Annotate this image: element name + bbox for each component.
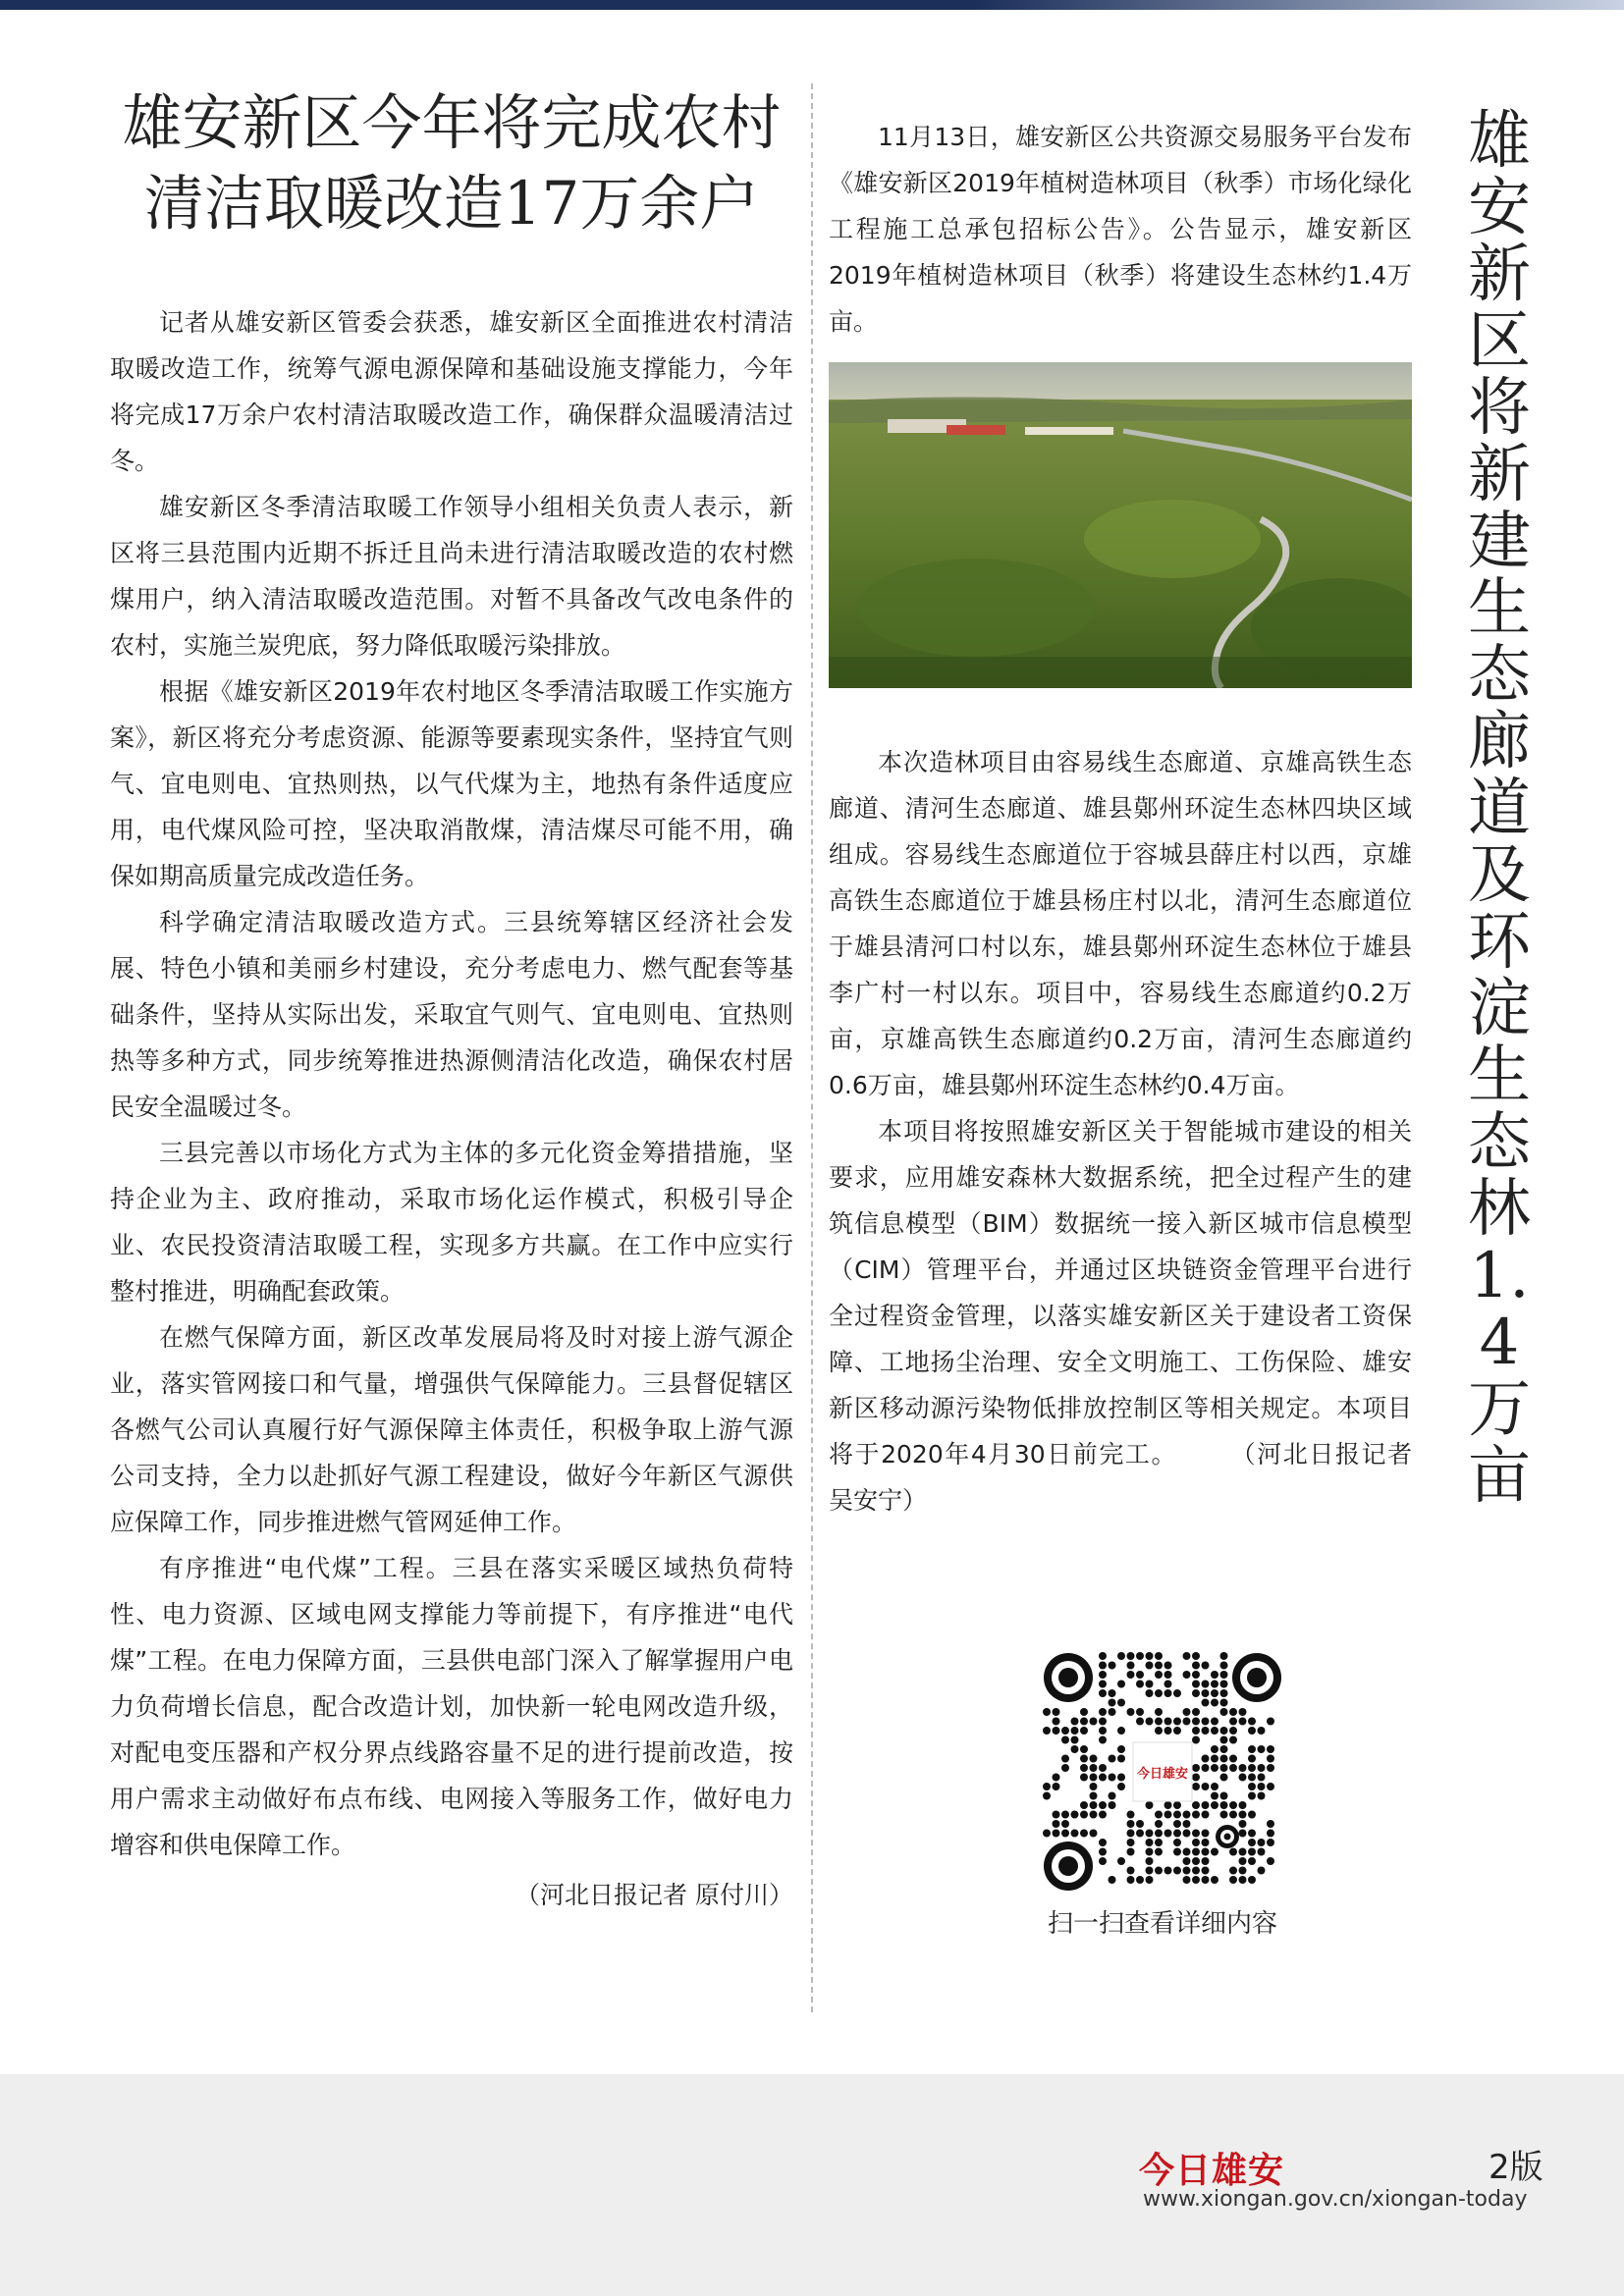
vertical-title-glyph: 将 bbox=[1468, 372, 1531, 445]
vertical-title-glyph: 生 bbox=[1468, 572, 1531, 645]
article-paragraph: 科学确定清洁取暖改造方式。三县统筹辖区经济社会发展、特色小镇和美丽乡村建设，充分考虑电力、燃气配套等基础条件，坚持从实际出发，采取宜气则气、宜电则电、宜热则热等多种方式，同步统筹推进热源侧清洁化改造，确保农村居民安全温暖过冬。 bbox=[110, 908, 793, 1121]
qr-block bbox=[1035, 1650, 1290, 1941]
vertical-title-glyph: 新 bbox=[1468, 239, 1531, 311]
headline-line-2: 清洁取暖改造17万余户 bbox=[143, 169, 760, 239]
vertical-title-glyph: 新 bbox=[1468, 439, 1531, 511]
vertical-title-glyph: 态 bbox=[1468, 639, 1531, 712]
article-paragraph: 有序推进“电代煤”工程。三县在落实采暖区域热负荷特性、电力资源、区域电网支撑能力等前提下，有序推进“电代煤”工程。在电力保障方面，三县供电部门深入了解掌握用户电力负荷增长信息，配合改造计划，加快新一轮电网改造升级，对配电变压器和产权分界点线路容量不足的进行提前改造，按用户需求主动做好布点布线、电网接入等服务工作，做好电力增容和供电保障工作。 bbox=[110, 1554, 793, 1859]
vertical-title-glyph: 雄 bbox=[1468, 105, 1531, 178]
vertical-title-glyph: 环 bbox=[1468, 906, 1531, 979]
article-paragraph: 11月13日，雄安新区公共资源交易服务平台发布《雄安新区2019年植树造林项目（秋季）市场化绿化工程施工总承包招标公告》。公告显示，雄安新区2019年植树造林项目（秋季）将建设生态林约1.4万亩。 bbox=[829, 123, 1412, 336]
footer bbox=[0, 2074, 1624, 2296]
page-number: 2版 bbox=[1489, 2148, 1543, 2187]
vertical-title-glyph: 态 bbox=[1468, 1106, 1531, 1179]
vertical-title-glyph: 1.4 bbox=[1469, 1240, 1530, 1379]
column-divider bbox=[811, 83, 813, 2012]
vertical-title-glyph: 廊 bbox=[1468, 706, 1531, 778]
vertical-title-glyph: 安 bbox=[1468, 172, 1531, 244]
vertical-title-glyph: 道 bbox=[1468, 773, 1531, 845]
vertical-title-glyph: 淀 bbox=[1468, 973, 1531, 1045]
vertical-title-glyph: 亩 bbox=[1468, 1440, 1531, 1513]
qr-code[interactable] bbox=[1041, 1650, 1284, 1894]
vertical-title-glyph: 区 bbox=[1468, 305, 1531, 378]
right-article bbox=[829, 114, 1412, 1523]
qr-caption: 扫一扫查看详细内容 bbox=[1047, 1909, 1277, 1939]
left-column bbox=[110, 83, 793, 1918]
vertical-title-glyph: 林 bbox=[1468, 1173, 1531, 1246]
article-paragraph: 本次造林项目由容易线生态廊道、京雄高铁生态廊道、清河生态廊道、雄县鄚州环淀生态林四块区域组成。容易线生态廊道位于容城县薛庄村以西，京雄高铁生态廊道位于雄县杨庄村以北，清河生态廊道位于雄县清河口村以东，雄县鄚州环淀生态林位于雄县李广村一村以东。项目中，容易线生态廊道约0.2万亩，京雄高铁生态廊道约0.2万亩，清河生态廊道约0.6万亩，雄县鄚州环淀生态林约0.4万亩。 bbox=[829, 748, 1412, 1099]
qr-center-logo: 今日雄安 bbox=[1136, 1767, 1189, 1782]
brand-logo: 今日雄安 bbox=[1139, 2150, 1285, 2191]
article-paragraph: 根据《雄安新区2019年农村地区冬季清洁取暖工作实施方案》，新区将充分考虑资源、能源等要素现实条件，坚持宜气则气、宜电则电、宜热则热，以气代煤为主，地热有条件适度应用，电代煤风险可控，坚决取消散煤，清洁煤尽可能不用，确保如期高质量完成改造任务。 bbox=[110, 677, 793, 890]
article-paragraph: 本项目将按照雄安新区关于智能城市建设的相关要求，应用雄安森林大数据系统，把全过程产生的建筑信息模型（BIM）数据统一接入新区城市信息模型（CIM）管理平台，并通过区块链资金管理平台进行全过程资金管理，以落实雄安新区关于建设者工资保障、工地扬尘治理、安全文明施工、工伤保险、雄安新区移动源污染物低排放控制区等相关规定。本项目将于2020年4月30日前完工。 （河北日报记者 吴安宁） bbox=[829, 1117, 1412, 1515]
vertical-title-glyph: 万 bbox=[1468, 1373, 1531, 1446]
top-bar bbox=[0, 0, 1624, 10]
headline bbox=[110, 83, 793, 244]
vertical-title-glyph: 建 bbox=[1468, 506, 1531, 578]
article-paragraph: 记者从雄安新区管委会获悉，雄安新区全面推进农村清洁取暖改造工作，统筹气源电源保障和基础设施支撑能力，今年将完成17万余户农村清洁取暖改造工作，确保群众温暖清洁过冬。 bbox=[110, 308, 793, 475]
article-paragraph: 雄安新区冬季清洁取暖工作领导小组相关负责人表示，新区将三县范围内近期不拆迁且尚未进行清洁取暖改造的农村燃煤用户，纳入清洁取暖改造范围。对暂不具备改气改电条件的农村，实施兰炭兜底，努力降低取暖污染排放。 bbox=[110, 493, 793, 660]
forest-aerial-photo bbox=[829, 362, 1412, 688]
headline-line-1: 雄安新区今年将完成农村 bbox=[122, 88, 782, 158]
footer-url[interactable]: www.xiongan.gov.cn/xiongan-today bbox=[1143, 2187, 1528, 2212]
article-paragraph: 在燃气保障方面，新区改革发展局将及时对接上游气源企业，落实管网接口和气量，增强供气保障能力。三县督促辖区各燃气公司认真履行好气源保障主体责任，积极争取上游气源公司支持，全力以赴抓好气源工程建设，做好今年新区气源供应保障工作，同步推进燃气管网延伸工作。 bbox=[110, 1323, 793, 1536]
vertical-title bbox=[1459, 105, 1540, 1513]
left-article bbox=[110, 299, 793, 1918]
article-paragraph: 三县完善以市场化方式为主体的多元化资金筹措措施，坚持企业为主、政府推动，采取市场化运作模式，积极引导企业、农民投资清洁取暖工程，实现多方共赢。在工作中应实行整村推进，明确配套政策。 bbox=[110, 1139, 793, 1306]
vertical-title-glyph: 及 bbox=[1468, 839, 1531, 912]
vertical-title-glyph: 生 bbox=[1468, 1040, 1531, 1112]
left-byline: （河北日报记者 原付川） bbox=[515, 1881, 793, 1909]
